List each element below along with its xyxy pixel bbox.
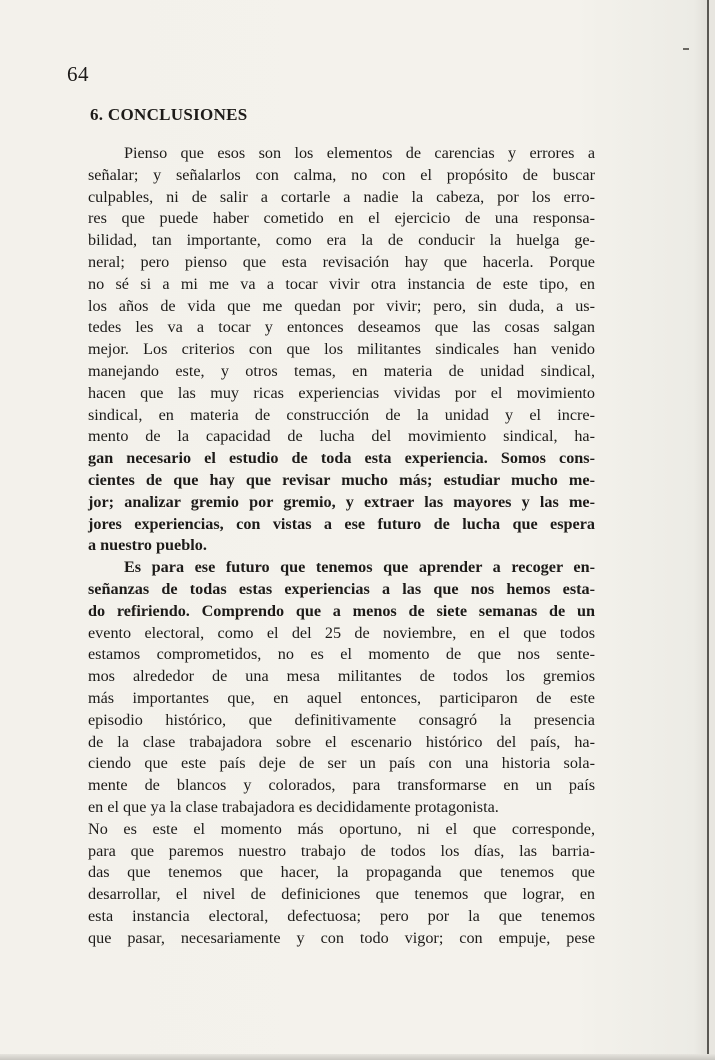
text-line: más importantes que, en aquel entonces, participaron de este — [88, 688, 595, 707]
text-line: para que paremos nuestro trabajo de todos los días, las barria- — [88, 841, 595, 860]
text-line: manejando este, y otros temas, en materia de unidad sindical, — [88, 361, 595, 380]
text-line: ciendo que este país deje de ser un país con una historia sola- — [88, 754, 595, 773]
text-line: desarrollar, el nivel de definiciones que tenemos que lograr, en — [88, 885, 595, 904]
text-line: a nuestro pueblo. — [88, 536, 207, 555]
text-line: jores experiencias, con vistas a ese futuro de lucha que espera — [88, 514, 595, 533]
text-line: Pienso que esos son los elementos de carencias y errores a — [124, 144, 595, 162]
text-line: mente de blancos y colorados, para transformarse en un país — [88, 776, 595, 795]
margin-mark — [683, 48, 689, 50]
text-line: gan necesario el estudio de toda esta experiencia. Somos cons- — [88, 449, 595, 468]
text-line: esta instancia electoral, defectuosa; pero por la que tenemos — [88, 906, 595, 925]
text-line: culpables, ni de salir a cortarle a nadie la cabeza, por los erro- — [88, 187, 595, 206]
text-line: sindical, en materia de construcción de la unidad y el incre- — [88, 405, 595, 424]
text-line: tedes les va a tocar y entonces deseamos que las cosas salgan — [88, 318, 595, 337]
text-line: que pasar, necesariamente y con todo vigor; con empuje, pese — [88, 928, 595, 947]
text-line: res que puede haber cometido en el ejercicio de una responsa- — [88, 209, 595, 228]
page-spine-edge — [707, 0, 709, 1060]
page-number: 64 — [67, 62, 89, 86]
text-line: jor; analizar gremio por gremio, y extraer las mayores y las me- — [88, 492, 595, 511]
text-line: mento de la capacidad de lucha del movimiento sindical, ha- — [88, 427, 595, 446]
text-line: do refiriendo. Comprendo que a menos de siete semanas de un — [88, 601, 595, 620]
text-line: mejor. Los criterios con que los militantes sindicales han venido — [88, 340, 595, 359]
text-line: hacen que las muy ricas experiencias vividas por el movimiento — [88, 383, 595, 402]
text-line: neral; pero pienso que esta revisación hay que hacerla. Porque — [88, 252, 595, 271]
text-line: no sé si a mi me va a tocar vivir otra instancia de este tipo, en — [88, 274, 595, 293]
text-line: episodio histórico, que definitivamente consagró la presencia — [88, 710, 595, 729]
text-line: los años de vida que me quedan por vivir; pero, sin duda, a us- — [88, 296, 595, 315]
text-line: señalar; y señalarlos con calma, no con el propósito de buscar — [88, 165, 595, 184]
text-line: de la clase trabajadora sobre el escenario histórico del país, ha- — [88, 732, 595, 751]
text-line: mos alrededor de una mesa militantes de todos los gremios — [88, 667, 595, 686]
page-bottom-edge — [0, 1054, 715, 1060]
text-line: señanzas de todas estas experiencias a las que nos hemos esta- — [88, 579, 595, 598]
text-line: das que tenemos que hacer, la propaganda que tenemos que — [88, 863, 595, 882]
section-title: 6. CONCLUSIONES — [90, 105, 248, 124]
text-line: estamos comprometidos, no es el momento de que nos sente- — [88, 645, 595, 664]
page-outer-edge — [709, 0, 715, 1060]
text-line: evento electoral, como el del 25 de noviembre, en el que todos — [88, 623, 595, 642]
body-text — [88, 143, 595, 949]
text-line: cientes de que hay que revisar mucho más; estudiar mucho me- — [88, 470, 595, 489]
text-line: Es para ese futuro que tenemos que aprender a recoger en- — [124, 558, 595, 577]
text-line: bilidad, tan importante, como era la de conducir la huelga ge- — [88, 231, 595, 250]
text-line: No es este el momento más oportuno, ni el que corresponde, — [88, 819, 595, 838]
text-line: en el que ya la clase trabajadora es decididamente protagonista. — [88, 797, 499, 816]
